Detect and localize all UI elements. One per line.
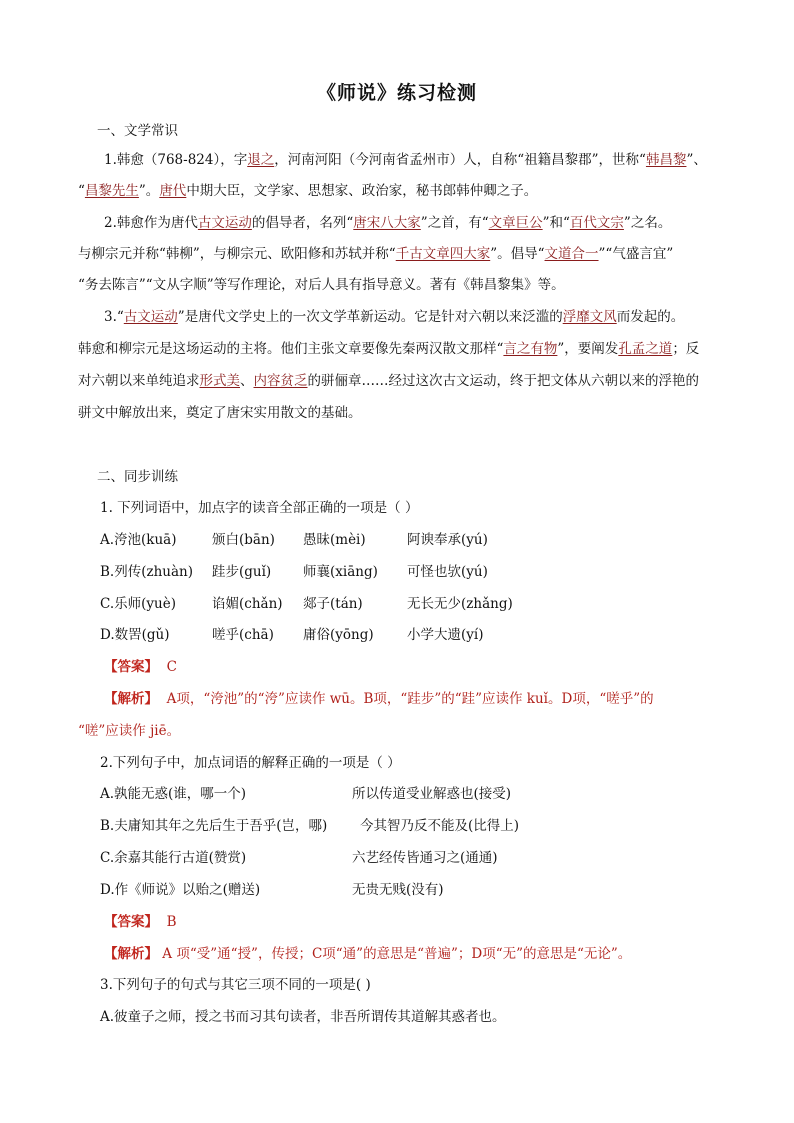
page-title: 《师说》练习检测	[316, 82, 477, 104]
term-guwen-yundong: 古文运动	[197, 215, 252, 231]
q1-option-d-2: 嗟乎(chā)	[212, 627, 274, 643]
p3-line3: 对六朝以来单纯追求形式美、内容贫乏的骈俪章……经过这次古文运动，终于把文体从六朝以来的浮艳的	[78, 373, 699, 389]
q1-analysis-line2: “嗟”应读作 jiē。	[78, 723, 181, 739]
q1-option-d-3: 庸俗(yōng)	[303, 627, 374, 643]
q1-stem: 1. 下列词语中，加点字的读音全部正确的一项是（ ）	[100, 500, 419, 516]
section1-heading: 一、文学常识	[97, 123, 178, 139]
term-tuizhi: 退之	[247, 152, 275, 168]
q2-option-c-1: C.余嘉其能行古道(赞赏)	[100, 850, 247, 866]
q2-option-d-2: 无贵无贱(没有)	[352, 882, 444, 898]
q1-option-b-2: 跬步(guǐ)	[212, 564, 272, 580]
q2-option-a-1: A.孰能无惑(谁，哪一个)	[100, 786, 247, 802]
q1-option-a-2: 颁白(bān)	[212, 532, 275, 548]
p3-line1: 3.“古文运动”是唐代文学史上的一次文学革新运动。它是针对六朝以来泛滥的浮靡文风而发起的。	[104, 309, 685, 325]
q1-answer	[104, 657, 177, 677]
q1-option-a-3: 愚昧(mèi)	[303, 532, 366, 548]
p2-line3: “务去陈言”“文从字顺”等写作理论，对后人具有指导意义。著有《韩昌黎集》等。	[78, 277, 565, 293]
term-qiangu-sidajia: 千古文章四大家	[395, 246, 491, 262]
q1-option-b-3: 师襄(xiāng)	[303, 564, 378, 580]
term-yanzhi-youwu: 言之有物	[503, 341, 558, 357]
section2-heading: 二、同步训练	[97, 469, 178, 485]
term-tangdai: 唐代	[159, 183, 187, 199]
term-baidai-wenzong: 百代文宗	[569, 215, 624, 231]
q1-option-b-4: 可怪也欤(yú)	[407, 564, 488, 580]
p3-line2: 韩愈和柳宗元是这场运动的主将。他们主张文章要像先秦两汉散文那样“言之有物”，要阐发孔孟之道；反	[78, 341, 700, 357]
term-guwen-yundong-2: 古文运动	[123, 309, 178, 325]
q1-option-d-4: 小学大遗(yí)	[407, 627, 484, 643]
q1-analysis-line1: 【解析】 A项，“洿池”的“洿”应读作 wū。B项，“跬步”的“跬”应读作 kuǐ。D项，“嗟乎”的	[104, 691, 654, 707]
q1-option-c-1: C.乐师(yuè)	[100, 596, 176, 612]
q2-option-a-2: 所以传道受业解惑也(接受)	[352, 786, 512, 802]
term-tangsong-badajia: 唐宋八大家	[353, 215, 421, 231]
analysis-label: 【解析】	[104, 691, 158, 707]
q1-option-c-2: 谄媚(chǎn)	[212, 596, 283, 612]
p3-line4: 骈文中解放出来，奠定了唐宋实用散文的基础。	[78, 405, 362, 421]
q3-option-a: A.彼童子之师，授之书而习其句读者，非吾所谓传其道解其惑者也。	[100, 1009, 506, 1025]
q2-option-b-2: 今其智乃反不能及(比得上)	[360, 818, 520, 834]
p2-line2: 与柳宗元并称“韩柳”，与柳宗元、欧阳修和苏轼并称“千古文章四大家”。倡导“文道合一”“气盛言宜”	[78, 246, 674, 262]
answer-value: B	[166, 914, 177, 930]
q1-option-c-4: 无长无少(zhǎng)	[407, 596, 513, 612]
term-hanchangli: 韩昌黎	[645, 152, 687, 168]
q2-option-d-1: D.作《师说》以贻之(赠送)	[100, 882, 261, 898]
p1-line2: “昌黎先生”。唐代中期大臣，文学家、思想家、政治家，秘书郎韩仲卿之子。	[78, 183, 538, 199]
term-kongmeng-zhidao: 孔孟之道	[618, 341, 673, 357]
term-wenzhang-jugong: 文章巨公	[488, 215, 543, 231]
p2-line1: 2.韩愈作为唐代古文运动的倡导者，名列“唐宋八大家”之首，有“文章巨公”和“百代文宗”之名。	[104, 215, 672, 231]
q3-stem: 3.下列句子的句式与其它三项不同的一项是( )	[100, 977, 371, 993]
q1-option-c-3: 郯子(tán)	[303, 596, 363, 612]
answer-label: 【答案】	[104, 659, 158, 675]
q2-option-c-2: 六艺经传皆通习之(通通)	[352, 850, 498, 866]
term-neirong-pinfa: 内容贫乏	[253, 373, 308, 389]
term-changli-xiansheng: 昌黎先生	[84, 183, 139, 199]
q1-option-b-1: B.列传(zhuàn)	[100, 564, 193, 580]
q2-stem: 2.下列句子中，加点词语的解释正确的一项是（ ）	[100, 755, 401, 771]
term-fumi-wenfeng: 浮靡文风	[562, 309, 617, 325]
p1-line1: 1.韩愈（768-824），字退之，河南河阳（今河南省孟州市）人，自称“祖籍昌黎郡”，世称“韩昌黎”、	[104, 152, 707, 168]
term-xingshimei: 形式美	[199, 373, 240, 389]
q1-option-a-4: 阿谀奉承(yú)	[407, 532, 488, 548]
term-wendao-heyi: 文道合一	[544, 246, 599, 262]
q2-analysis: 【解析】 A 项“受”通“授”，传授；C项“通”的意思是“普遍”；D项“无”的意思是“无论”。	[104, 946, 632, 962]
analysis-label: 【解析】	[104, 946, 158, 962]
q1-option-d-1: D.数罟(gǔ)	[100, 627, 170, 643]
q1-option-a-1: A.洿池(kuā)	[100, 532, 177, 548]
q2-answer	[104, 912, 177, 932]
q2-option-b-1: B.夫庸知其年之先后生于吾乎(岂，哪)	[100, 818, 328, 834]
answer-value: C	[166, 659, 177, 675]
answer-label: 【答案】	[104, 914, 158, 930]
